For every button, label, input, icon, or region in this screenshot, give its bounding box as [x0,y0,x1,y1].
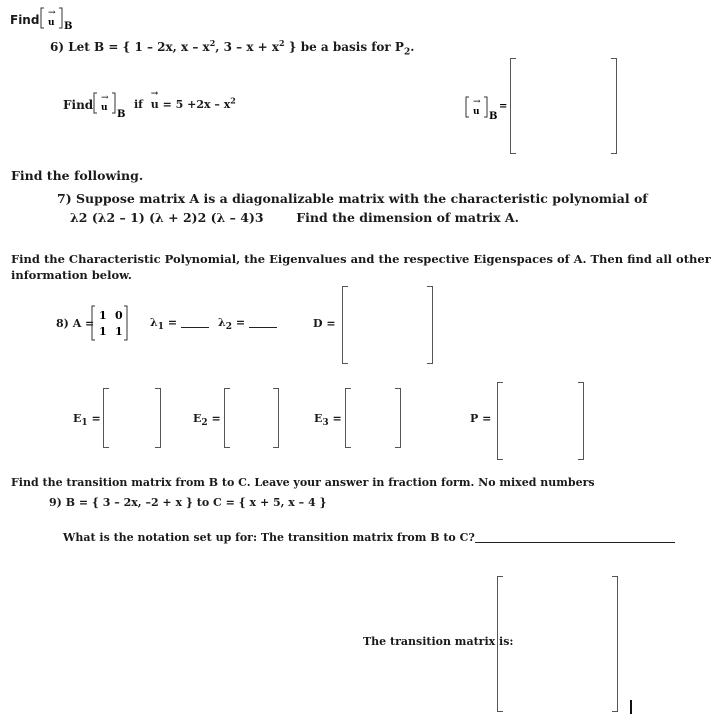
lambda1-symbol: λ [150,316,158,329]
q7-poly: λ2 (λ2 – 1) (λ + 2)2 (λ – 4)3 [70,210,264,225]
q7-task: Find the dimension of matrix A. [296,210,519,225]
e2-bracket-right [273,388,279,448]
q6-period: . [410,40,415,54]
p-label: P = [470,412,492,425]
q6-if: if [134,98,143,111]
e2-sub: 2 [201,418,208,429]
q9-notation-question [63,532,675,543]
vector-arrow-icon: → [150,89,159,99]
q6-u: u [150,98,159,111]
e3-bracket-right [395,388,401,448]
q6-exp-b: 2 [279,38,285,48]
q7-polynomial [70,212,519,225]
e3-bracket-left [345,388,351,448]
q9-bracket-left [497,576,503,712]
q8-matrix-a [90,304,132,344]
q6-text: 6) Let B = { 1 – 2x, x – x [50,40,210,54]
lambda1-field [150,316,209,333]
e1-eq: = [91,412,101,425]
q6-answer-field[interactable] [517,62,609,148]
lambda2-symbol: λ [218,316,226,329]
e2-answer-field[interactable] [231,392,271,442]
q9-sets: 9) B = { 3 – 2x, –2 + x } to C = { x + 5, x – 4 } [49,496,327,509]
q6-u-expr: = 5 +2x – x [162,98,231,111]
lambda2-blank[interactable] [249,327,277,328]
e2-eq: = [211,412,221,425]
svg-text:→: → [101,93,109,103]
instructions-line2: information below. [11,268,132,282]
q6-mid: , 3 – x + x [215,40,280,54]
matrix-cell: 0 [115,309,123,322]
e1-bracket-right [155,388,161,448]
lambda2-eq: = [235,316,246,329]
e3-eq: = [332,412,342,425]
e1-sub: 1 [81,418,88,429]
q9-instruction: Find the transition matrix from B to C. Leave your answer in fraction form. No mixed numbers [11,476,595,489]
matrix-cell: 1 [115,325,123,338]
e1-label [73,412,101,429]
matrix-cell: 1 [99,309,107,322]
q6-exp: 2 [209,38,216,48]
e1-letter: E [73,412,82,425]
vector-u-b-header [40,6,80,32]
header-find-label: Find [10,13,40,27]
vector-u-letter: u [48,18,55,28]
vector-u-b-q6 [93,91,129,119]
find-following-heading: Find the following. [11,168,144,183]
e3-letter: E [314,412,323,425]
lambda2-sub: 2 [225,322,232,333]
answer-sub-b: B [489,111,498,122]
matrix-cell: 1 [99,325,107,338]
e2-letter: E [193,412,202,425]
lambda1-sub: 1 [157,322,164,333]
q6-answer-bracket-left [510,58,516,154]
q9-answer-field[interactable] [504,580,610,706]
d-answer-field[interactable] [349,290,425,358]
instructions-line1: Find the Characteristic Polynomial, the Eigenvalues and the respective Eigenspaces of A. Then find all other [11,252,711,266]
q9-bracket-right [612,576,618,712]
lambda1-blank[interactable] [181,327,209,328]
q6-statement [50,38,415,58]
q6-find-label [63,99,93,111]
q6-sub-b: B [117,109,126,120]
e1-bracket-left [103,388,109,448]
vector-u-letter: u [473,107,480,117]
e1-answer-field[interactable] [110,392,154,442]
e3-answer-field[interactable] [352,392,392,442]
q9-notation: What is the notation set up for: The transition matrix from B to C? [63,531,475,544]
d-bracket-left [342,286,348,364]
svg-text:→: → [473,97,481,107]
q9-answer-label: The transition matrix is: [363,635,514,648]
svg-text:→: → [48,8,56,18]
lambda2-field [218,316,277,333]
lambda1-eq: = [167,316,178,329]
q6-if-expression [134,89,236,111]
e3-sub: 3 [322,418,329,429]
e3-label [314,412,342,429]
e2-label [193,412,221,429]
text-cursor [630,700,632,714]
d-bracket-right [427,286,433,364]
q8-label: 8) A = [56,317,95,330]
q6-p2-sub: 2 [403,47,411,58]
vector-u-letter: u [101,103,108,113]
e2-bracket-left [224,388,230,448]
p-bracket-left [497,382,503,460]
answer-eq: = [499,101,508,112]
q7-line1: 7) Suppose matrix A is a diagonalizable matrix with the characteristic polynomial of [57,191,648,206]
q6-find: Find [63,98,94,112]
q6-answer-bracket-right [611,58,617,154]
header-sub-b: B [64,21,73,32]
header-find [10,14,39,26]
d-label: D = [313,317,336,330]
q6-u-exp: 2 [230,95,236,106]
vector-u-b-answer [465,95,515,123]
p-answer-field[interactable] [504,386,576,454]
q9-notation-blank[interactable] [475,542,675,543]
p-bracket-right [578,382,584,460]
q6-end: } be a basis for P [284,40,404,54]
